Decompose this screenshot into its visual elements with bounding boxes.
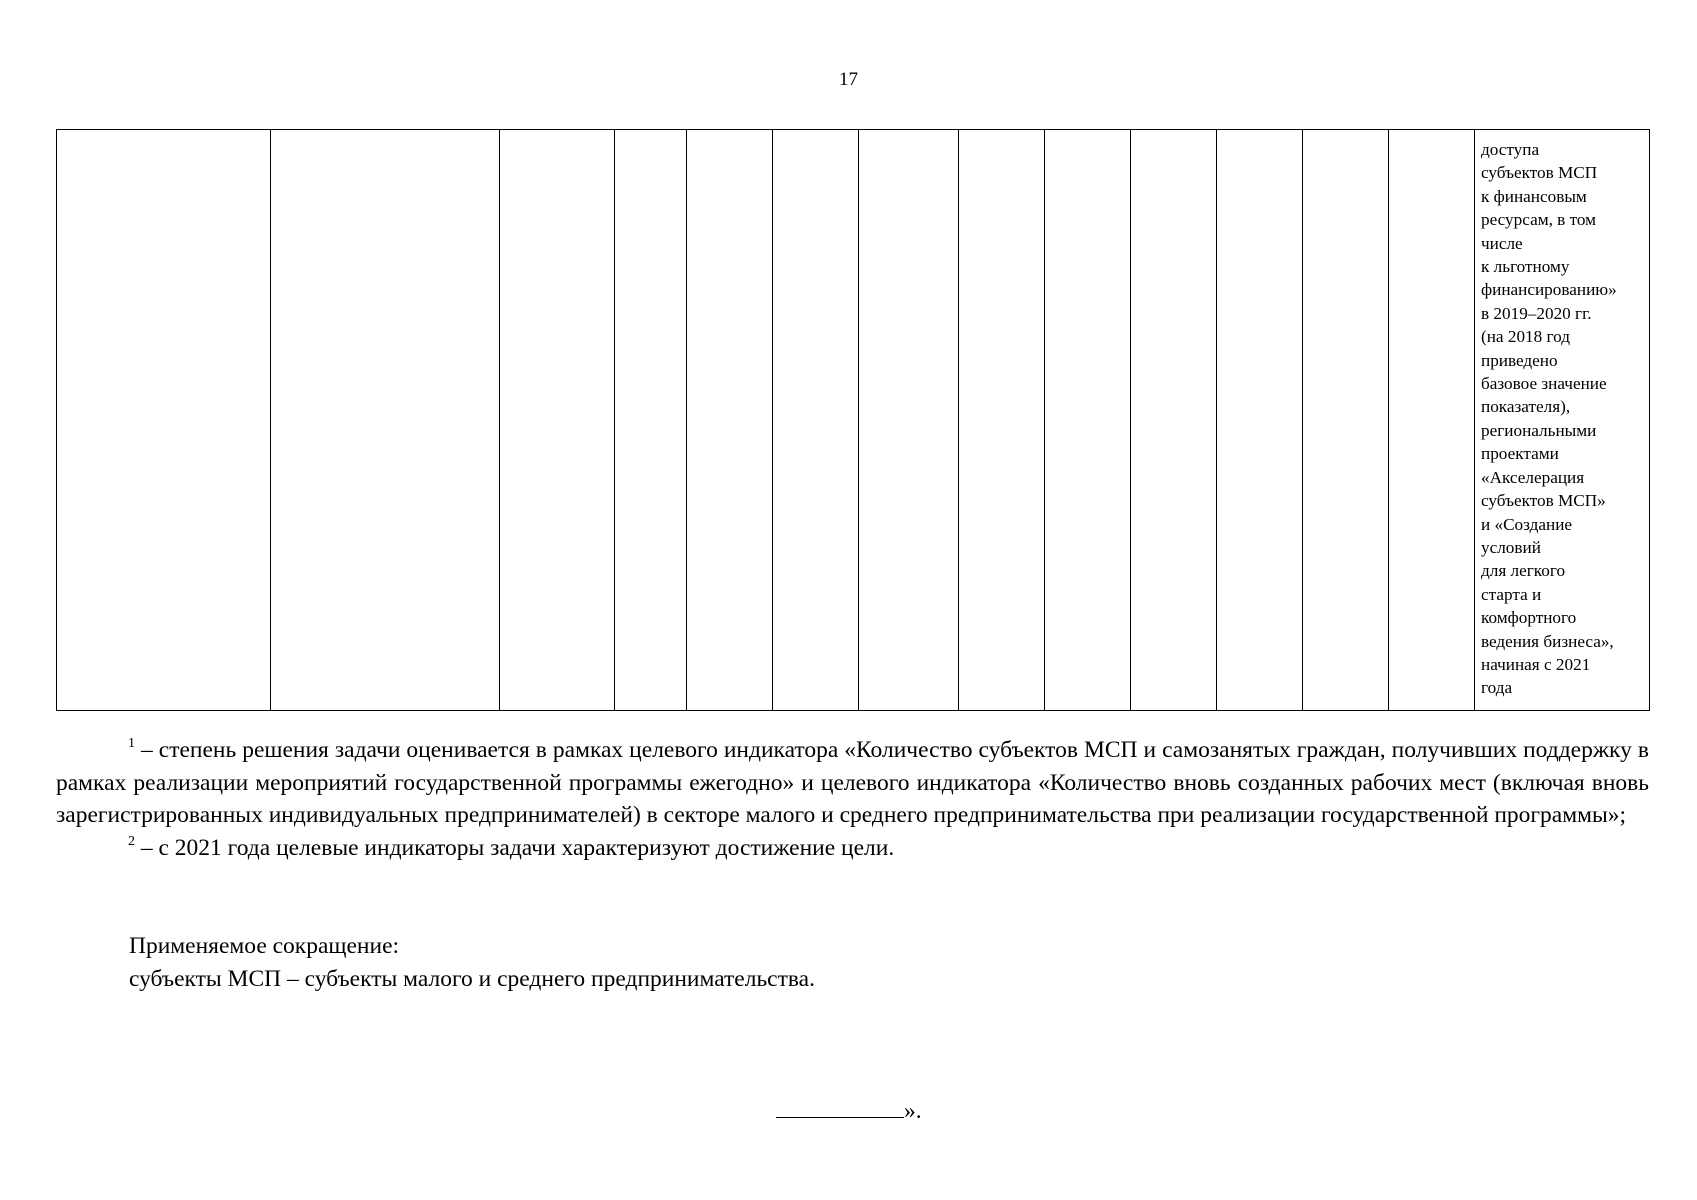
continuation-table	[56, 129, 1650, 711]
cell-line: в 2019–2020 гг.	[1481, 303, 1592, 323]
abbreviations	[129, 930, 815, 996]
closing-mark	[776, 1097, 922, 1124]
cell-line: базовое значение	[1481, 374, 1607, 394]
table-cell-8	[959, 130, 1045, 711]
cell-line: к финансовым	[1481, 186, 1587, 206]
cell-line: и «Создание	[1481, 514, 1573, 534]
abbreviations-heading: Применяемое сокращение:	[129, 933, 400, 959]
footnote-mark: 2	[128, 833, 135, 849]
table-cell-1	[57, 130, 271, 711]
footnote-1	[56, 734, 1649, 832]
cell-line: субъектов МСП	[1481, 163, 1598, 183]
signature-underline	[776, 1097, 904, 1118]
cell-line: числе	[1481, 233, 1523, 253]
table-cell-3	[500, 130, 615, 711]
table-cell-11	[1217, 130, 1303, 711]
footnote-2	[56, 832, 1649, 865]
cell-line: условий	[1481, 537, 1541, 557]
cell-line: показателя),	[1481, 397, 1571, 417]
cell-line: проектами	[1481, 444, 1559, 464]
table-cell-4	[615, 130, 687, 711]
cell-line: региональными	[1481, 420, 1597, 440]
table-cell-2	[271, 130, 500, 711]
abbreviation-entry: субъекты МСП – субъекты малого и среднего предпринимательства.	[129, 966, 815, 992]
footnote-mark: 1	[128, 736, 135, 751]
table-cell-7	[859, 130, 959, 711]
table-cell-5	[687, 130, 773, 711]
cell-line: ресурсам, в том	[1481, 210, 1597, 230]
table-cell-6	[773, 130, 859, 711]
table-cell-10	[1131, 130, 1217, 711]
table-cell-13	[1389, 130, 1475, 711]
table-cell-14	[1475, 130, 1650, 711]
footnotes	[56, 734, 1649, 864]
cell-line: субъектов МСП»	[1481, 491, 1606, 511]
cell-line: года	[1481, 678, 1513, 698]
cell-line: для легкого	[1481, 561, 1566, 581]
closing-quote: ».	[904, 1098, 922, 1124]
last-cell-text	[1475, 130, 1649, 700]
cell-line: (на 2018 год	[1481, 327, 1570, 347]
table-cell-9	[1045, 130, 1131, 711]
footnote-text: – степень решения задачи оценивается в рамках целевого индикатора «Количество субъектов МСП и самозанятых граждан, получивших поддержку в рамках реализации мероприятий государственной программы ежегодно» и целевого индикатора «Количество вновь созданных рабочих мест (включая вновь зарегистрированных индивидуальных предпринимателей) в секторе малого и среднего предпринимательства при реализации государственной программы»;	[56, 737, 1649, 828]
footnote-text: – с 2021 года целевые индикаторы задачи характеризуют достижение цели.	[135, 834, 895, 861]
cell-line: ведения бизнеса»,	[1481, 631, 1614, 651]
cell-line: финансированию»	[1481, 280, 1617, 300]
table-row	[57, 130, 1650, 711]
cell-line: приведено	[1481, 350, 1558, 370]
table-cell-12	[1303, 130, 1389, 711]
cell-line: начиная с 2021	[1481, 654, 1591, 674]
cell-line: доступа	[1481, 140, 1540, 159]
cell-line: старта и	[1481, 584, 1542, 604]
page-number: 17	[839, 69, 858, 90]
cell-line: комфортного	[1481, 608, 1577, 628]
cell-line: «Акселерация	[1481, 467, 1585, 487]
cell-line: к льготному	[1481, 257, 1570, 277]
